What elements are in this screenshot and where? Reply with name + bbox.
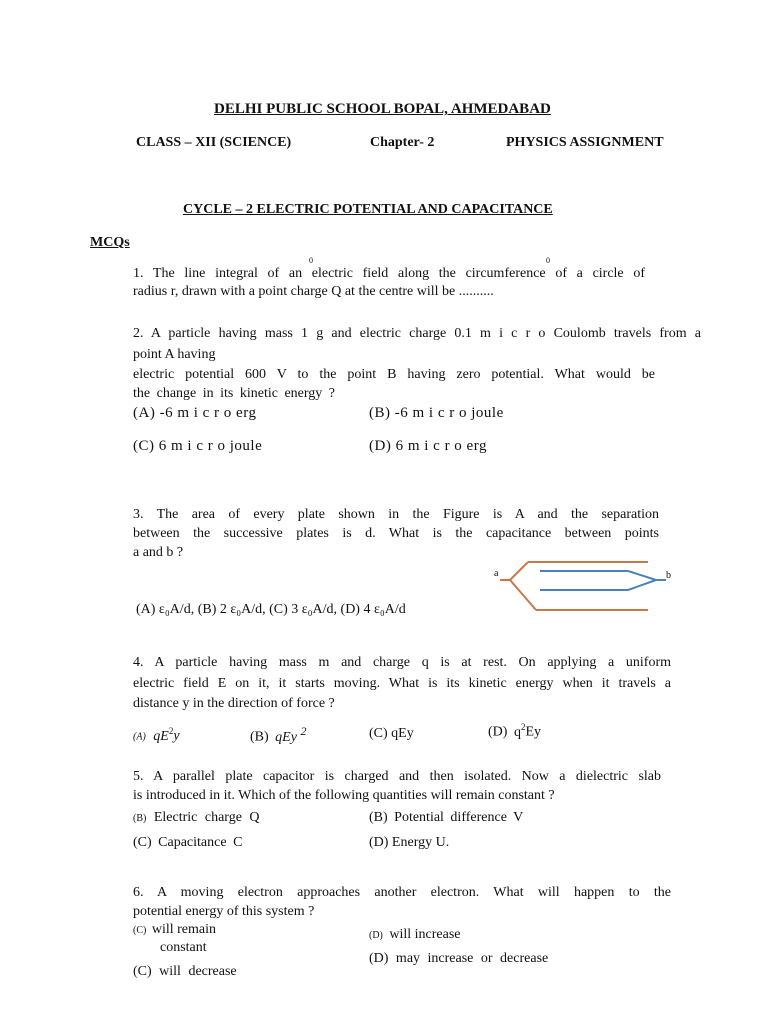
q3-line-2: between the successive plates is d. What is the capacitance between points [133, 526, 659, 541]
q4-line-3: distance y in the direction of force ? [133, 696, 335, 711]
figure-label-a: a [494, 568, 499, 579]
q6-option-a-text: will remain [151, 922, 216, 937]
q4-option-a-end: y [173, 728, 180, 744]
plate-3-lead [628, 580, 656, 590]
q4-option-b [250, 724, 306, 746]
q4-option-d-label: (D) [488, 724, 508, 740]
q2-line-1: 2. A particle having mass 1 g and electric charge 0.1 m i c r o Coulomb travels from a [133, 326, 701, 341]
q6-option-d: (D) may increase or decrease [369, 951, 549, 966]
q4-option-d [488, 722, 541, 741]
figure-label-b: b [666, 570, 671, 581]
q2-option-d: (D) 6 m i c r o erg [369, 438, 487, 454]
class-label: CLASS – XII (SCIENCE) [136, 135, 292, 150]
q1-line-1: 1. The line integral of an electric field along the circumference of a circle of [133, 266, 645, 281]
chapter-label: Chapter- 2 [370, 135, 435, 150]
q6-option-b [369, 927, 461, 943]
plate-1-lead [510, 562, 528, 580]
q4-line-1: 4. A particle having mass m and charge q is at rest. On applying a uniform [133, 655, 671, 670]
q4-option-c: (C) qEy [369, 726, 414, 741]
q6-option-c: (C) will decrease [133, 964, 237, 979]
q4-line-2: electric field E on it, it starts moving. What is its kinetic energy when it travels a [133, 676, 671, 691]
q5-option-a-text: Electric charge Q [153, 810, 260, 825]
q2-option-c: (C) 6 m i c r o joule [133, 438, 263, 454]
q4-option-b-text: qEy [275, 729, 297, 745]
subject-label: PHYSICS ASSIGNMENT [506, 135, 664, 150]
q4-option-a-sup: 2 [168, 726, 174, 736]
q5-option-a-label: (B) [133, 813, 147, 824]
q2-line-3: electric potential 600 V to the point B having zero potential. What would be [133, 367, 655, 382]
q4-option-b-sup: 2 [300, 724, 307, 738]
capacitor-plates-figure [488, 560, 684, 618]
q5-option-c: (C) Capacitance C [133, 835, 243, 850]
q4-option-b-label: (B) [250, 729, 269, 745]
q2-line-4: the change in its kinetic energy ? [133, 386, 336, 401]
plate-4-lead [510, 580, 536, 610]
q5-line-2: is introduced in it. Which of the following quantities will remain constant ? [133, 788, 555, 803]
q6-line-2: potential energy of this system ? [133, 904, 315, 919]
cycle-title: CYCLE – 2 ELECTRIC POTENTIAL AND CAPACITANCE [183, 202, 553, 217]
q2-line-2: point A having [133, 347, 216, 362]
q4-option-d-end: Ey [525, 724, 541, 740]
q5-option-d: (D) Energy U. [369, 835, 450, 850]
q6-option-a [133, 922, 216, 938]
q2-option-b: (B) -6 m i c r o joule [369, 405, 504, 421]
q2-option-a: (A) -6 m i c r o erg [133, 405, 257, 421]
q4-option-a [133, 726, 180, 745]
q4-option-d-text: q [513, 724, 521, 740]
plate-2-lead [628, 571, 656, 580]
q6-option-a-label: (C) [133, 925, 147, 936]
q1-line-2: radius r, drawn with a point charge Q at the centre will be .......... [133, 284, 494, 299]
q3-line-3: a and b ? [133, 545, 184, 560]
q4-option-a-text: qE [153, 728, 169, 744]
school-name: DELHI PUBLIC SCHOOL BOPAL, AHMEDABAD [214, 101, 551, 117]
q6-line-1: 6. A moving electron approaches another electron. What will happen to the [133, 885, 671, 900]
q4-option-d-sup: 2 [520, 722, 526, 732]
q5-option-a [133, 810, 260, 826]
q5-line-1: 5. A parallel plate capacitor is charged and then isolated. Now a dielectric slab [133, 769, 661, 784]
q6-option-a-line-2: constant [160, 940, 207, 955]
q3-options: (A) ε₀A/d, (B) 2 ε₀A/d, (C) 3 ε₀A/d, (D) 4 ε₀A/d [136, 602, 406, 617]
q3-line-1: 3. The area of every plate shown in the Figure is A and the separation [133, 507, 659, 522]
q6-option-b-label: (D) [369, 930, 383, 941]
q5-option-b: (B) Potential difference V [369, 810, 524, 825]
section-title: MCQs [90, 235, 130, 250]
q6-option-b-text: will increase [389, 927, 461, 942]
q4-option-a-label: (A) [133, 731, 146, 743]
q1-marker-a: 0 [309, 256, 313, 265]
q1-marker-b: 0 [546, 256, 550, 265]
